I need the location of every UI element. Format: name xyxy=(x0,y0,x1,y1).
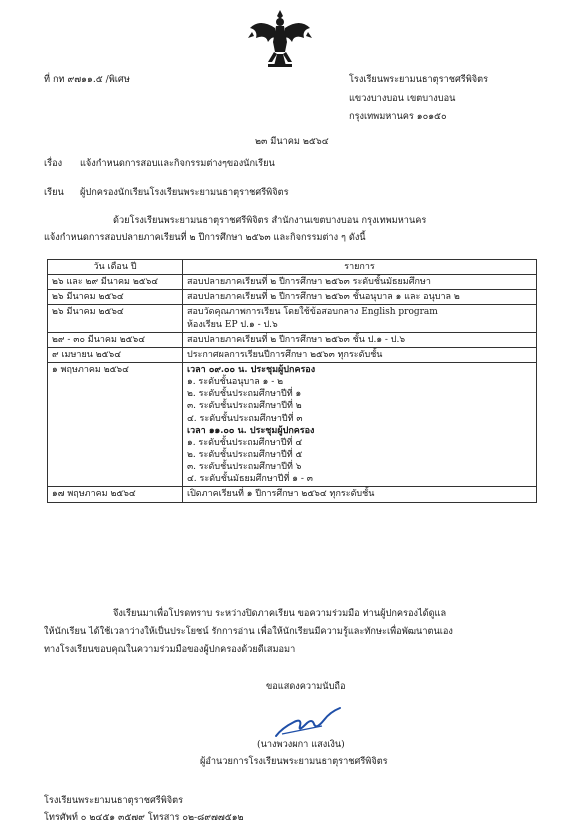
signature-icon xyxy=(272,700,344,742)
schedule-item-line: ห้องเรียน EP ป.๑ - ป.๖ xyxy=(187,319,278,330)
schedule-item-line: ๓. ระดับชั้นประถมศึกษาปีที่ ๖ xyxy=(187,462,302,473)
schedule-date: ๒๖ มีนาคม ๒๕๖๔ xyxy=(48,290,183,305)
intro-line-2: แจ้งกำหนดการสอบปลายภาคเรียนที่ ๒ ปีการศึกษา ๒๕๖๓ และกิจกรรมต่าง ๆ ดังนี้ xyxy=(44,232,366,243)
letter-date: ๒๓ มีนาคม ๒๕๖๔ xyxy=(255,136,329,147)
schedule-row xyxy=(48,362,537,486)
schedule-table xyxy=(47,259,537,503)
schedule-header-item: รายการ xyxy=(183,260,537,275)
schedule-session-heading: เวลา ๑๑.๐๐ น. ประชุมผู้ปกครอง xyxy=(187,425,315,436)
address-line-1: แขวงบางบอน เขตบางบอน xyxy=(349,93,456,104)
schedule-item-line: ๑. ระดับชั้นประถมศึกษาปีที่ ๔ xyxy=(187,437,303,448)
schedule-item-line: ๓. ระดับชั้นประถมศึกษาปีที่ ๒ xyxy=(187,401,302,412)
recipient-text: ผู้ปกครองนักเรียนโรงเรียนพระยามนธาตุราชศรีพิจิตร xyxy=(80,187,289,198)
schedule-item-line: ๔. ระดับชั้นมัธยมศึกษาปีที่ ๑ - ๓ xyxy=(187,474,313,485)
schedule-date: ๑ พฤษภาคม ๒๕๖๔ xyxy=(48,362,183,486)
schedule-item-line: ๒. ระดับชั้นประถมศึกษาปีที่ ๑ xyxy=(187,389,302,400)
closing-line-3: ทางโรงเรียนขอบคุณในความร่วมมือของผู้ปกครองด้วยดีเสมอมา xyxy=(44,644,296,655)
subject-text: แจ้งกำหนดการสอบและกิจกรรมต่างๆของนักเรียน xyxy=(80,158,275,169)
footer-school: โรงเรียนพระยามนธาตุราชศรีพิจิตร xyxy=(44,795,184,806)
schedule-item-line: สอบปลายภาคเรียนที่ ๒ ปีการศึกษา ๒๕๖๓ ระดับชั้นมัธยมศึกษา xyxy=(187,277,431,288)
schedule-session-heading: เวลา ๐๙.๐๐ น. ประชุมผู้ปกครอง xyxy=(187,364,316,375)
address-line-2: กรุงเทพมหานคร ๑๐๑๕๐ xyxy=(349,111,447,122)
schedule-item-line: สอบปลายภาคเรียนที่ ๒ ปีการศึกษา ๒๕๖๓ ชั้นอนุบาล ๑ และ อนุบาล ๒ xyxy=(187,292,460,303)
schedule-row xyxy=(48,305,537,332)
signer-name: (นางพวงผกา แสงเงิน) xyxy=(257,739,345,750)
schedule-row xyxy=(48,332,537,347)
footer-phone: โทรศัพท์ ๐ ๒๔๕๑ ๓๕๗๙ โทรสาร ๐๒-๘๙๗๗๕๑๒ xyxy=(44,812,244,823)
closing-line-2: ให้นักเรียน ได้ใช้เวลาว่างให้เป็นประโยชน์ รักการอ่าน เพื่อให้นักเรียนมีความรู้และทักษะเพื่อพัฒนาตนเอง xyxy=(44,626,453,637)
schedule-item-line: ๒. ระดับชั้นประถมศึกษาปีที่ ๕ xyxy=(187,449,303,460)
recipient-label: เรียน xyxy=(44,187,64,198)
schedule-row xyxy=(48,290,537,305)
schedule-row xyxy=(48,275,537,290)
schedule-row xyxy=(48,487,537,502)
schedule-item-line: ประกาศผลการเรียนปีการศึกษา ๒๕๖๓ ทุกระดับชั้น xyxy=(187,349,383,360)
schedule-item-line: ๑. ระดับชั้นอนุบาล ๑ - ๒ xyxy=(187,377,284,388)
intro-line-1: ด้วยโรงเรียนพระยามนธาตุราชศรีพิจิตร สำนักงานเขตบางบอน กรุงเทพมหานคร xyxy=(113,215,427,226)
schedule-item-line: สอบวัดคุณภาพการเรียน โดยใช้ข้อสอบกลาง English program xyxy=(187,307,438,318)
regards-text: ขอแสดงความนับถือ xyxy=(266,681,346,692)
schedule-date: ๙ เมษายน ๒๕๖๔ xyxy=(48,347,183,362)
reference-number: ที่ กท ๙๗๑๑.๕ /พิเศษ xyxy=(44,74,130,85)
schedule-date: ๑๗ พฤษภาคม ๒๕๖๔ xyxy=(48,487,183,502)
schedule-item-line: เปิดภาคเรียนที่ ๑ ปีการศึกษา ๒๕๖๔ ทุกระดับชั้น xyxy=(187,489,375,500)
schedule-header-row xyxy=(48,260,537,275)
schedule-date: ๒๖ มีนาคม ๒๕๖๔ xyxy=(48,305,183,332)
schedule-item-line: สอบปลายภาคเรียนที่ ๒ ปีการศึกษา ๒๕๖๓ ชั้น ป.๑ - ป.๖ xyxy=(187,334,406,345)
closing-line-1: จึงเรียนมาเพื่อโปรดทราบ ระหว่างปิดภาคเรียน ขอความร่วมมือ ท่านผู้ปกครองได้ดูแล xyxy=(113,608,447,619)
schedule-header-date: วัน เดือน ปี xyxy=(48,260,183,275)
school-name: โรงเรียนพระยามนธาตุราชศรีพิจิตร xyxy=(349,74,489,85)
subject-label: เรื่อง xyxy=(44,158,63,169)
garuda-emblem-icon xyxy=(246,8,314,70)
schedule-date: ๒๖ และ ๒๙ มีนาคม ๒๕๖๔ xyxy=(48,275,183,290)
schedule-date: ๒๙ - ๓๐ มีนาคม ๒๕๖๔ xyxy=(48,332,183,347)
signer-position: ผู้อำนวยการโรงเรียนพระยามนธาตุราชศรีพิจิตร xyxy=(200,756,388,767)
schedule-row xyxy=(48,347,537,362)
schedule-item-line: ๔. ระดับชั้นประถมศึกษาปีที่ ๓ xyxy=(187,413,303,424)
